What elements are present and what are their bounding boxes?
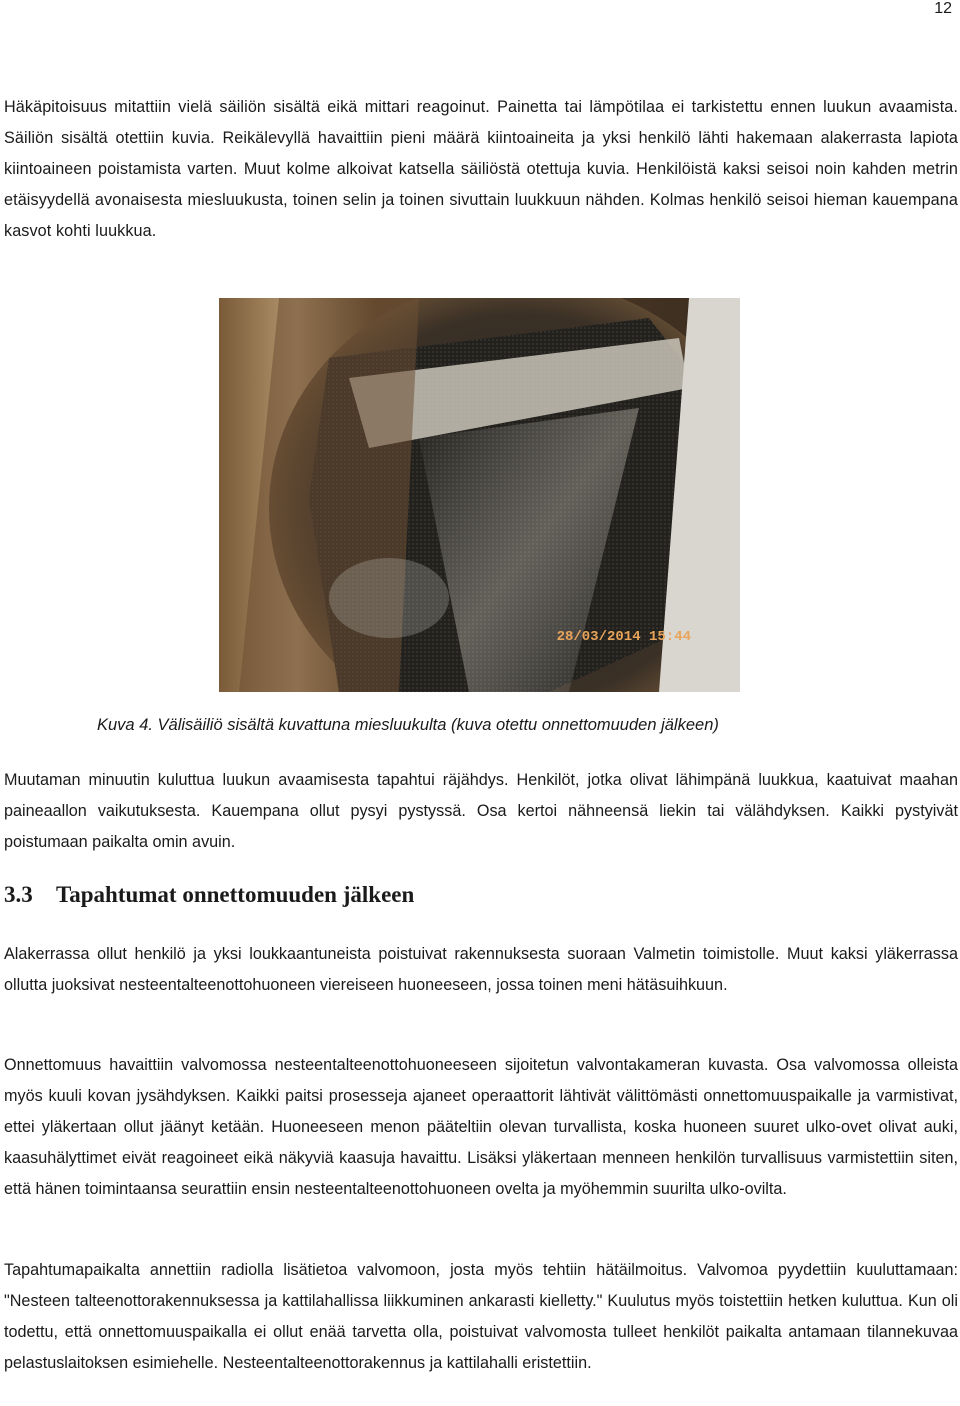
section-heading <box>4 882 414 908</box>
page-number: 12 <box>934 0 952 17</box>
paragraph-control-room: Onnettomuus havaittiin valvomossa nesteentalteenottohuoneeseen sijoitetun valvontakameran kuvasta. Osa valvomossa olleista myös kuuli kovan jysähdyksen. Kaikki paitsi prosesseja ajaneet operaattorit lähtivät välittömästi onnettomuuspaikalle ja varmistivat, ettei yläkertaan ollut jäänyt ketään. Huoneeseen menon pääteltiin olevan turvallista, koska huoneen suuret ulko-ovet olivat auki, kaasuhälyttimet eivät reagoineet eikä näkyviä kaasuja havaittu. Lisäksi yläkertaan menneen henkilön turvallisuus varmistettiin siten, että hänen toimintaansa seurattiin ensin nesteentalteenottohuoneen ovelta ja myöhemmin suurilta ulko-ovilta. <box>4 1056 958 1198</box>
paragraph-inspection: Häkäpitoisuus mitattiin vielä säiliön sisältä eikä mittari reagoinut. Painetta tai lämpötilaa ei tarkistettu ennen luukun avaamista. Säiliön sisältä otettiin kuvia. Reikälevyllä havaittiin pieni määrä kiintoaineita ja yksi henkilö lähti hakemaan alakerrasta lapiota kiintoaineen poistamista varten. Muut kolme alkoivat katsella säiliöstä otettuja kuvia. Henkilöistä kaksi seisoi noin kahden metrin etäisyydellä avonaisesta miesluukusta, toinen selin ja toinen sivuttain luukkuun nähden. Kolmas henkilö seisoi hieman kauempana kasvot kohti luukkua. <box>4 98 958 240</box>
paragraph-explosion: Muutaman minuutin kuluttua luukun avaamisesta tapahtui räjähdys. Henkilöt, jotka olivat lähimpänä luukkua, kaatuivat maahan paineaallon vaikutuksesta. Kauempana ollut pysyi pystyssä. Osa kertoi nähneensä liekin tai välähdyksen. Kaikki pystyivät poistumaan paikalta omin avuin. <box>4 771 958 851</box>
figure-caption: Kuva 4. Välisäiliö sisältä kuvattuna miesluukulta (kuva otettu onnettomuuden jälkeen) <box>97 716 719 734</box>
tank-interior-photo <box>219 298 740 692</box>
photo-timestamp: 28/03/2014 15:44 <box>556 629 691 645</box>
section-title: Tapahtumat onnettomuuden jälkeen <box>56 882 415 907</box>
section-number: 3.3 <box>4 882 33 907</box>
paragraph-evacuation: Alakerrassa ollut henkilö ja yksi loukkaantuneista poistuivat rakennuksesta suoraan Valmetin toimistolle. Muut kaksi yläkerrassa ollutta juoksivat nesteentalteenottohuoneen viereiseen huoneeseen, jossa toinen meni hätäsuihkuun. <box>4 945 958 994</box>
paragraph-emergency-call: Tapahtumapaikalta annettiin radiolla lisätietoa valvomoon, josta myös tehtiin hätäilmoitus. Valvomoa pyydettiin kuuluttamaan: "Nesteen talteenottorakennuksessa ja kattilahallissa liikkuminen ankarasti kielletty." Kuulutus myös toistettiin hetken kuluttua. Kun oli todettu, että onnettomuuspaikalla ei ollut enää tarvetta olla, poistuivat valvomosta tulleet henkilöt paikalta antamaan tilannekuvaa pelastuslaitoksen esimiehelle. Nesteentalteenottorakennus ja kattilahalli eristettiin. <box>4 1261 958 1372</box>
